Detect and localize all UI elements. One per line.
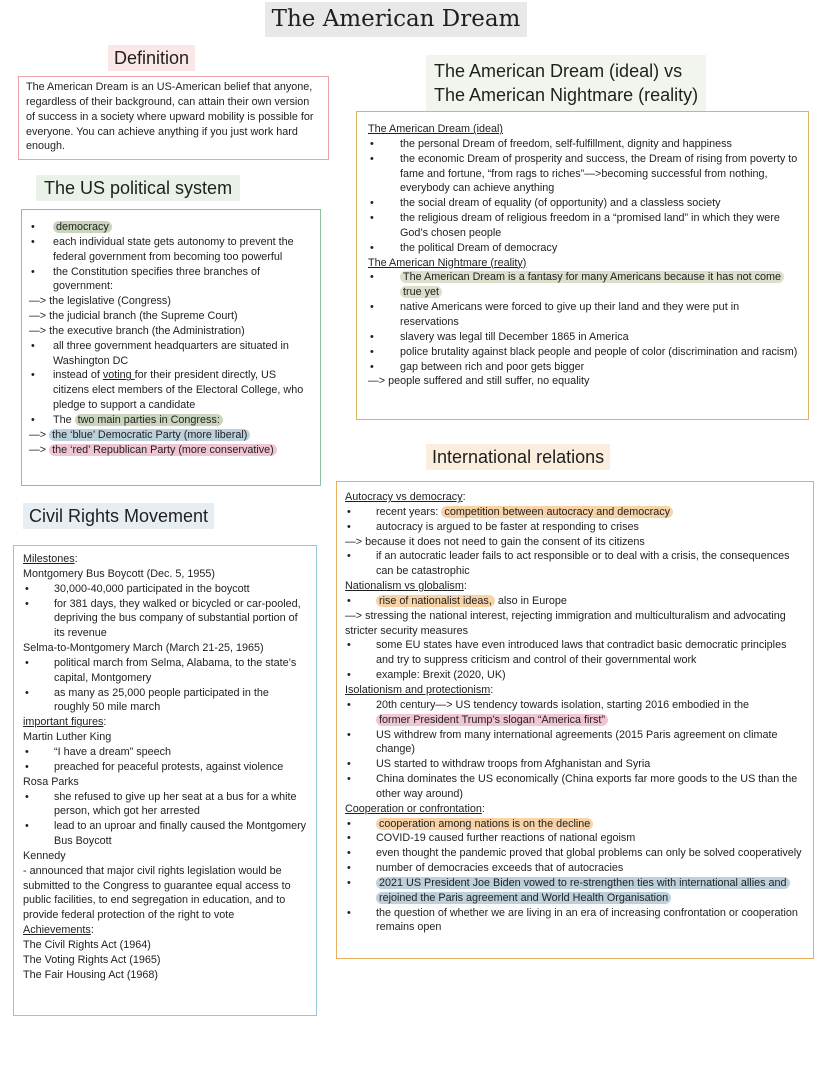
list-item: • number of democracies exceeds that of autocracies (345, 861, 806, 876)
dream-vs-nightmare-heading (426, 55, 706, 111)
highlight: cooperation among nations is on the decline (376, 818, 593, 830)
subheading: Martin Luther King (23, 731, 112, 744)
list-item (368, 270, 798, 300)
list-item: • autocracy is argued to be faster at responding to crises (345, 520, 806, 535)
heading-line: The American Dream (ideal) vs (434, 61, 683, 81)
text: important figures (23, 716, 104, 729)
highlight: rise of nationalist ideas, (376, 595, 495, 607)
arrow-item: —> the executive branch (the Administration) (29, 324, 245, 337)
section-title (345, 683, 806, 698)
list-item: • political march from Selma, Alabama, to the state’s capital, Montgomery (23, 656, 307, 686)
arrow-item (29, 428, 313, 443)
definition-text: The American Dream is an US-American belief that anyone, regardless of their background, can attain their own version of success in a society where upward mobility is possible for everyone. You can achieve anything if you just work hard enough. (26, 81, 314, 153)
list-item: • 30,000-40,000 participated in the boycott (23, 582, 307, 597)
list-item (345, 817, 806, 832)
section-title (23, 552, 307, 567)
text: Nationalism vs globalism (345, 580, 464, 593)
list-item: • preached for peaceful protests, against violence (23, 760, 307, 775)
list-item (345, 698, 806, 728)
text: for their president directly, US citizens elect members of the Electoral College, who pledge to support a candidate (53, 369, 304, 412)
text: Achievements (23, 924, 91, 937)
text: Isolationism and protectionism (345, 683, 491, 696)
civil-rights-heading: Civil Rights Movement (23, 503, 214, 529)
text: : (463, 580, 467, 593)
list-item: • she refused to give up her seat at a bus for a white person, which got her arrested (23, 790, 307, 820)
subheading: Kennedy (23, 849, 66, 862)
list-item: • the question of whether we are living in an era of increasing confrontation or cooperation remains open (345, 906, 806, 936)
text: : (74, 553, 78, 565)
highlight: former President Trump’s slogan “America first” (376, 714, 608, 726)
political-system-heading: The US political system (36, 175, 240, 201)
section-title (345, 579, 806, 594)
subheading: Selma-to-Montgomery March (March 21-25, 1965) (23, 642, 264, 655)
arrow-item: —> the legislative (Congress) (29, 295, 171, 308)
highlight: 2021 US President Joe Biden vowed to re-strengthen ties with international allies and rejoined the Paris agreement and World Health Organisation (376, 877, 790, 904)
arrow-item: —> stressing the national interest, rejecting immigration and multiculturalism and advocating stricter security measures (345, 609, 786, 637)
dream-vs-nightmare-box (356, 111, 809, 420)
international-relations-heading: International relations (426, 444, 610, 470)
page-title: The American Dream (265, 2, 527, 37)
list-item: • gap between rich and poor gets bigger (368, 360, 798, 375)
highlight: The American Dream is a fantasy for many Americans because it has not come true yet (400, 271, 784, 298)
list-item: • the political Dream of democracy (368, 241, 798, 256)
highlight: competition between autocracy and democracy (441, 506, 673, 518)
list-item (345, 876, 806, 906)
list-item: • each individual state gets autonomy to prevent the federal government from becoming too powerful (29, 235, 313, 265)
section-title (345, 490, 806, 505)
list-item: • China dominates the US economically (China exports far more goods to the US than the other way around) (345, 772, 806, 802)
highlight: the ‘red’ Republican Party (more conservative) (49, 444, 277, 456)
text: : (462, 491, 466, 503)
list-item: • police brutality against black people and people of color (discrimination and racism) (368, 345, 798, 360)
definition-box (18, 76, 329, 160)
list-item (29, 220, 313, 235)
paragraph: - announced that major civil rights legislation would be submitted to the Congress to guarantee equal access to public facilities, to end segregation in education, and to provide federal protection of the right to vote (23, 864, 291, 922)
list-item: • even thought the pandemic proved that global problems can only be solved cooperatively (345, 846, 806, 861)
list-item: • US withdrew from many international agreements (2015 Paris agreement on climate change) (345, 728, 806, 758)
text: Milestones (23, 553, 75, 565)
section-title: The American Dream (ideal) (368, 123, 504, 135)
list-item: • all three government headquarters are situated in Washington DC (29, 339, 313, 369)
definition-heading: Definition (108, 45, 195, 71)
list-item (29, 368, 313, 413)
list-item: • example: Brexit (2020, UK) (345, 668, 806, 683)
list-item: The Fair Housing Act (1968) (23, 968, 159, 981)
arrow-item: —> because it does not need to gain the consent of its citizens (345, 535, 645, 548)
subheading: Montgomery Bus Boycott (Dec. 5, 1955) (23, 567, 216, 580)
text: instead of (53, 369, 103, 382)
list-item: • the personal Dream of freedom, self-fulfillment, dignity and happiness (368, 137, 798, 152)
list-item: • the Constitution specifies three branches of government: (29, 265, 313, 295)
list-item: • the social dream of equality (of opportunity) and a classless society (368, 196, 798, 211)
arrow-item (29, 443, 313, 458)
list-item: • slavery was legal till December 1865 in America (368, 330, 798, 345)
list-item: • if an autocratic leader fails to act responsible or to deal with a crisis, the consequences can be catastrophic (345, 549, 806, 579)
text: : (90, 924, 94, 937)
list-item: • lead to an uproar and finally caused the Montgomery Bus Boycott (23, 819, 307, 849)
text: also in Europe (494, 594, 567, 607)
section-title: The American Nightmare (reality) (368, 256, 527, 269)
text: : (103, 716, 107, 729)
arrow: —> (29, 443, 50, 456)
section-title (23, 715, 307, 730)
subheading: Rosa Parks (23, 775, 79, 788)
highlight: democracy (53, 221, 112, 233)
section-title (345, 802, 806, 817)
text: The (53, 413, 75, 426)
list-item: • the economic Dream of prosperity and success, the Dream of rising from poverty to fame and fortune, “from rags to riches”—>becoming successful from nothing, everybody can achieve anything (368, 152, 798, 197)
section-title (23, 923, 307, 938)
international-relations-box (336, 481, 814, 959)
list-item: • as many as 25,000 people participated in the roughly 50 mile march (23, 686, 307, 716)
list-item: • some EU states have even introduced laws that contradict basic democratic principles and try to suppress criticism and control of their governmental work (345, 638, 806, 668)
heading-line: The American Nightmare (reality) (434, 85, 699, 105)
highlight: two main parties in Congress: (75, 414, 223, 426)
text: recent years: (376, 505, 442, 518)
arrow: —> (29, 428, 50, 441)
highlight: the ‘blue’ Democratic Party (more liberal) (49, 429, 250, 441)
list-item: • “I have a dream” speech (23, 745, 307, 760)
list-item: • for 381 days, they walked or bicycled or car-pooled, depriving the bus company of substantial portion of its revenue (23, 597, 307, 642)
list-item: The Voting Rights Act (1965) (23, 953, 161, 966)
arrow-item: —> people suffered and still suffer, no equality (368, 375, 590, 388)
arrow-item: —> the judicial branch (the Supreme Court) (29, 310, 238, 323)
text: Cooperation or confrontation (345, 802, 482, 815)
list-item: The Civil Rights Act (1964) (23, 938, 151, 951)
list-item: • the religious dream of religious freedom in a “promised land” in which they were God’s chosen people (368, 211, 798, 241)
text: : (481, 802, 485, 815)
list-item (29, 413, 313, 428)
list-item: • COVID-19 caused further reactions of national egoism (345, 831, 806, 846)
list-item: • native Americans were forced to give up their land and they were put in reservations (368, 300, 798, 330)
text: Autocracy vs democracy (345, 491, 463, 503)
civil-rights-box (13, 545, 317, 1016)
underlined-text: voting (102, 369, 135, 382)
text: : (490, 683, 494, 696)
political-system-box (21, 209, 321, 486)
list-item (345, 594, 806, 609)
text: 20th century—> US tendency towards isolation, starting 2016 embodied in the (376, 698, 750, 711)
list-item: • US started to withdraw troops from Afghanistan and Syria (345, 757, 806, 772)
list-item (345, 505, 806, 520)
